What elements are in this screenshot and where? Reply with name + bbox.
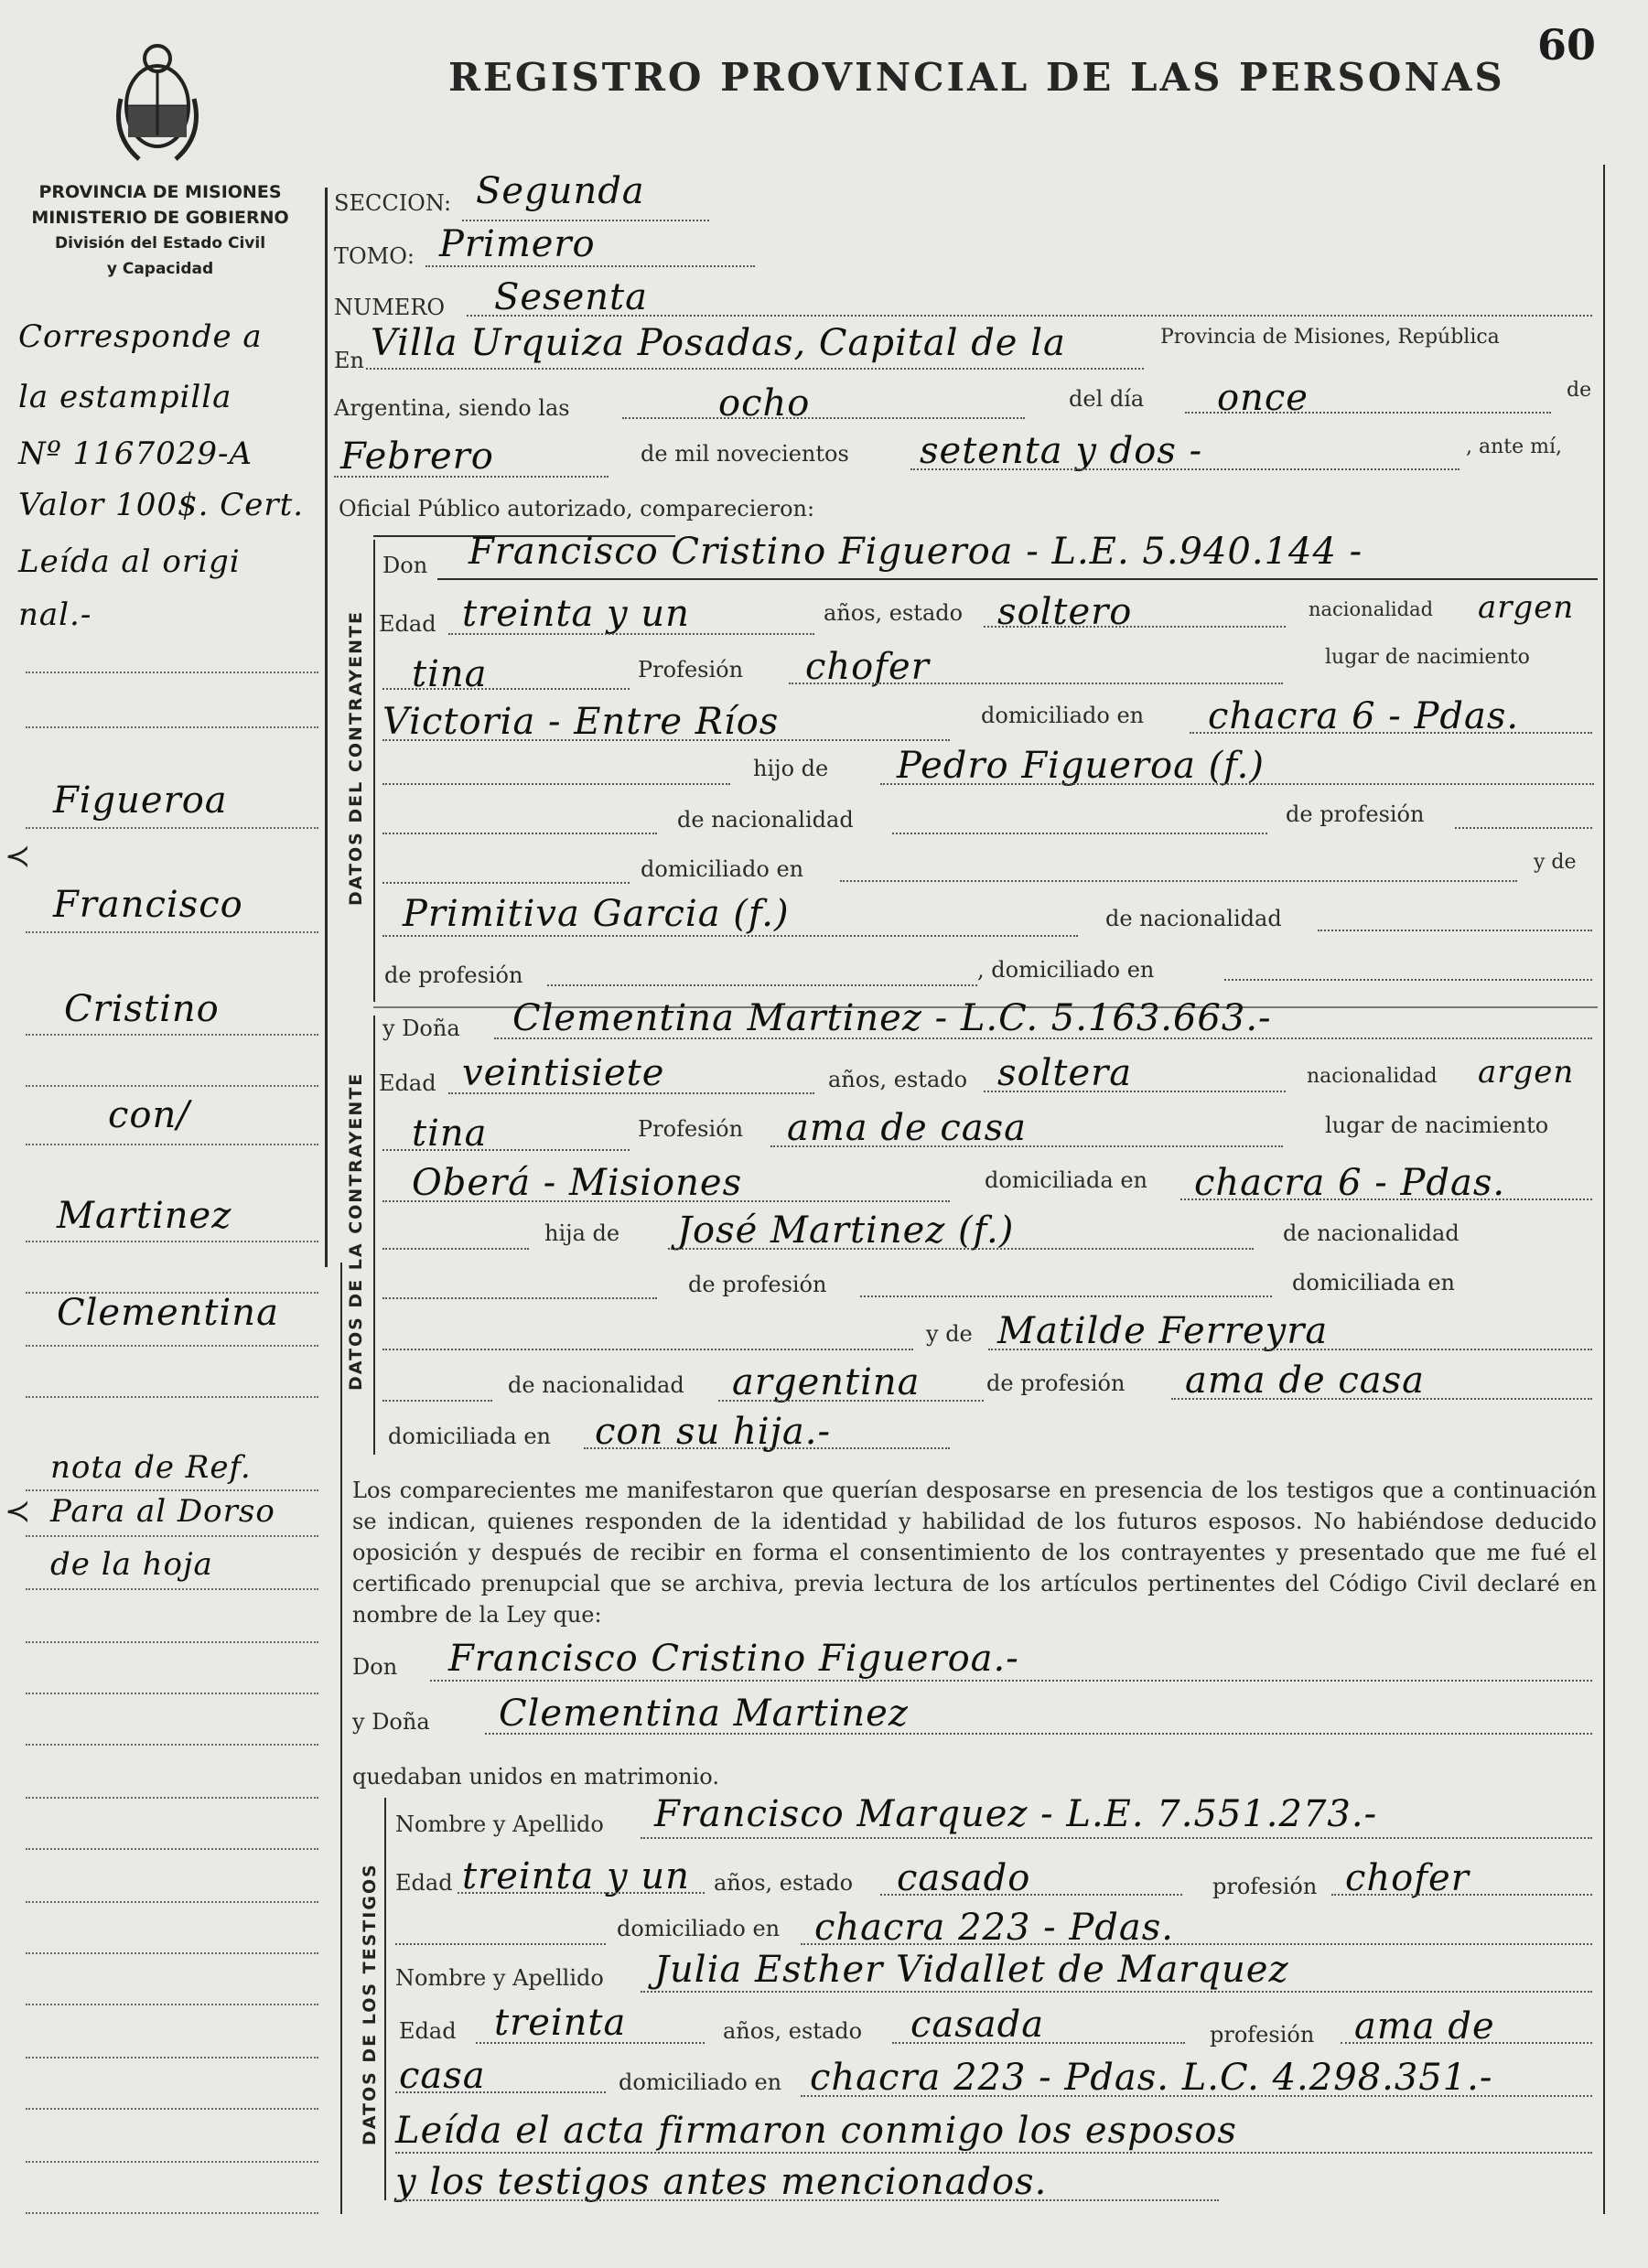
nac-cont-line [382, 688, 630, 690]
hijo-label: hijo de [753, 756, 829, 781]
t2-prof-value-cont: casa [399, 2055, 486, 2097]
domicilio-line [1190, 732, 1592, 734]
t1-estado-value: casado [897, 1857, 1031, 1899]
decl-don-value: Francisco Cristino Figueroa.- [448, 1638, 1019, 1680]
edad-label: Edad [379, 611, 436, 637]
margin-note1-line3: Nº 1167029-A [18, 435, 253, 472]
declaracion-text: Los comparecientes me manifestaron que querían desposarse en presencia de los testigos que a continuación se indican, quienes responden de la identidad y habilidad de los futuros esposos. No habiéndose deducido oposición y después de recibir en forma el consentimiento de los contrayentes y presentado que me fué el certificado prenupcial que se archiva, previa lectura de los artículos pertinentes del Código Civil declaré en nombre de la Ley que: [352, 1478, 1597, 1628]
margin-name-5: Martinez [57, 1195, 232, 1237]
tomo-label: TOMO: [334, 243, 415, 269]
f-madre-domic-label: domiciliada en [388, 1424, 551, 1449]
mil-label: de mil novecientos [641, 441, 849, 467]
t2-domic-value: chacra 223 - Pdas. L.C. 4.298.351.- [810, 2057, 1493, 2099]
de-prof-line [1455, 827, 1592, 829]
t1-prof-line [1331, 1894, 1592, 1896]
f-domic-en-label: domiciliada en [1292, 1270, 1455, 1295]
t2-domic-line [801, 2095, 1592, 2097]
padre-line [880, 783, 1594, 785]
margin-name-3: Cristino [64, 988, 220, 1030]
madre-nac-line [1318, 930, 1592, 931]
en-line [366, 368, 1144, 370]
margin-name-4: con/ [108, 1094, 190, 1136]
argentina-text: Argentina, siendo las [334, 395, 570, 421]
lugar-label: lugar de nacimiento [1325, 646, 1530, 669]
del-dia-label: del día [1069, 386, 1145, 412]
t1-edad-value: treinta y un [462, 1855, 690, 1897]
mes-value: Febrero [340, 435, 494, 478]
f-de-prof-label: de profesión [688, 1272, 827, 1297]
decl-dona-value: Clementina Martinez [499, 1693, 909, 1735]
f-de-prof-line [860, 1295, 1272, 1297]
decl-cierre: quedaban unidos en matrimonio. [352, 1764, 719, 1790]
t1-estado-line [880, 1894, 1182, 1896]
en-value: Villa Urquiza Posadas, Capital de la [371, 322, 1066, 364]
madre-line [382, 935, 1078, 937]
domicilio-value: chacra 6 - Pdas. [1208, 695, 1520, 737]
org-line2: MINISTERIO DE GOBIERNO [31, 208, 289, 228]
madre-prof-line [547, 984, 977, 986]
tomo-value: Primero [439, 223, 596, 265]
contrayente-f-divider [373, 1016, 375, 1455]
f-estado-value: soltera [997, 1052, 1133, 1094]
f-madre-nac-pre-line [382, 1400, 492, 1402]
form-right-border [1603, 165, 1605, 2214]
profesion-line [789, 683, 1283, 684]
testigos-section-label: DATOS DE LOS TESTIGOS [360, 1863, 380, 2145]
margin-rule-15 [26, 1641, 318, 1643]
seccion-line [462, 220, 709, 221]
dia-value: once [1217, 377, 1309, 419]
margin-rule-8 [26, 1241, 318, 1242]
estado-value: soltero [997, 591, 1133, 633]
dona-line [494, 1037, 1592, 1039]
seccion-label: SECCION: [334, 190, 452, 216]
madre-value: Primitiva Garcia (f.) [403, 893, 790, 935]
margin-name-1: Figueroa [53, 779, 228, 822]
testigos-divider [384, 1798, 386, 2200]
f-madre-domic-value: con su hija.- [595, 1411, 831, 1453]
f-nac-label: nacionalidad [1307, 1065, 1438, 1088]
contrayente-section-label: DATOS DEL CONTRAYENTE [346, 610, 366, 906]
org-line3: División del Estado Civil [54, 234, 266, 253]
f-domiciliada-label: domiciliada en [985, 1167, 1147, 1193]
f-lugar-label: lugar de nacimiento [1325, 1113, 1549, 1138]
margin-rule-5 [26, 1034, 318, 1036]
org-line1: PROVINCIA DE MISIONES [38, 182, 282, 202]
t1-edad-line [458, 1892, 705, 1894]
anio-line [910, 468, 1460, 470]
madre-nac-label: de nacionalidad [1105, 906, 1282, 931]
f-de-nac-label: de nacionalidad [1283, 1220, 1460, 1246]
decl-don-label: Don [352, 1654, 398, 1680]
cierre-line1: Leída el acta firmaron conmigo los esposos [395, 2110, 1237, 2152]
f-madre-nac-value: argentina [732, 1361, 921, 1403]
t2-nombre-label: Nombre y Apellido [395, 1965, 604, 1991]
cierre-line2: y los testigos antes mencionados. [395, 2161, 1048, 2203]
org-line4: y Capacidad [106, 260, 214, 278]
nac-value: argen [1478, 589, 1575, 626]
margin-rule-7 [26, 1144, 318, 1145]
oficial-text: Oficial Público autorizado, comparecieron: [339, 496, 815, 521]
t2-nombre-value: Julia Esther Vidallet de Marquez [654, 1949, 1289, 1991]
profesion-label: Profesión [638, 657, 744, 683]
f-madre-line [988, 1349, 1592, 1350]
margin-rule-17 [26, 1744, 318, 1746]
margin-rule-14 [26, 1588, 318, 1590]
f-hija-label: hija de [544, 1220, 620, 1246]
madre-prof-label: de profesión [384, 962, 523, 988]
don-value: Francisco Cristino Figueroa - L.E. 5.940.144 - [469, 531, 1363, 573]
t2-prof-value: ama de [1354, 2005, 1495, 2048]
lugar-line [382, 739, 950, 741]
margin-rule-3 [26, 827, 318, 829]
margin-rule-25 [26, 2161, 318, 2163]
t2-prof-cont-line [395, 2091, 606, 2093]
seccion-value: Segunda [476, 170, 645, 212]
anio-value: setenta y dos - [920, 430, 1203, 472]
t2-edad-value: treinta [494, 2002, 627, 2044]
de-nac-line [892, 833, 1267, 834]
decl-dona-label: y Doña [352, 1709, 430, 1735]
t1-nombre-line [641, 1837, 1592, 1839]
estado-line [984, 626, 1286, 628]
t1-domic-line [801, 1943, 1592, 1945]
t2-edad-line [476, 2042, 705, 2044]
f-prof-pre-line [382, 1297, 657, 1299]
f-madre-value: Matilde Ferreyra [997, 1310, 1329, 1352]
t1-edad-label: Edad [395, 1870, 453, 1896]
margin-rule-4 [26, 931, 318, 933]
form-left-border-lower [340, 1263, 342, 2214]
f-edad-value: veintisiete [462, 1052, 665, 1094]
f-madre-prof-value: ama de casa [1185, 1360, 1425, 1402]
f-lugar-line [382, 1200, 950, 1202]
coat-of-arms-icon [102, 35, 212, 172]
de-nac-label: de nacionalidad [677, 807, 854, 833]
f-madre-prof-label: de profesión [986, 1370, 1126, 1396]
padre-value: Pedro Figueroa (f.) [897, 745, 1265, 787]
margin-note1-line6: nal.- [18, 597, 92, 633]
f-profesion-value: ama de casa [787, 1107, 1027, 1149]
nac-value-cont: tina [412, 653, 488, 695]
f-domicilio-line [1180, 1198, 1592, 1200]
domic-en-line [840, 880, 1517, 882]
margin-rule-21 [26, 1952, 318, 1954]
page-title: REGISTRO PROVINCIAL DE LAS PERSONAS [448, 55, 1505, 100]
madre-domic-line [1224, 979, 1592, 981]
provincia-text: Provincia de Misiones, República [1160, 326, 1500, 349]
margin-rule-24 [26, 2108, 318, 2110]
f-anios-label: años, estado [828, 1067, 968, 1092]
don-line [437, 578, 1598, 580]
f-padre-line [668, 1248, 1254, 1250]
margin-name-2: Francisco [53, 884, 243, 926]
numero-value: Sesenta [494, 276, 648, 318]
margin-note2-line3: de la hoja [50, 1546, 213, 1583]
margin-rule-26 [26, 2212, 318, 2214]
ante-mi: , ante mí, [1466, 435, 1563, 458]
margin-rule-16 [26, 1693, 318, 1694]
margin-note1-line5: Leída al origi [18, 543, 241, 580]
t1-prof-value: chofer [1345, 1857, 1470, 1899]
tomo-line [425, 265, 755, 267]
f-y-de-pre-line [382, 1349, 913, 1350]
cierre-line1-rule [395, 2152, 1592, 2154]
nac-label: nacionalidad [1309, 598, 1434, 620]
margin-rule-20 [26, 1901, 318, 1903]
margin-rule-12 [26, 1489, 318, 1491]
cierre-line2-rule [395, 2199, 1219, 2201]
margin-note2-line2: Para al Dorso [50, 1493, 275, 1530]
domiciliado-label: domiciliado en [981, 703, 1145, 728]
dona-label: y Doña [382, 1016, 460, 1041]
hijo-pre-line [382, 783, 730, 785]
numero-line [467, 315, 1592, 317]
margin-note1-line1: Corresponde a [18, 318, 263, 355]
f-nac-value: argen [1478, 1054, 1575, 1091]
arrow-mark-2: ≺ [5, 1493, 31, 1530]
decl-dona-line [485, 1733, 1592, 1735]
f-madre-nac-label: de nacionalidad [508, 1372, 684, 1398]
f-y-de-label: y de [926, 1321, 973, 1347]
t2-anios-label: años, estado [723, 2018, 863, 2044]
f-nac-value-cont: tina [412, 1113, 488, 1155]
margin-note1-line2: la estampilla [18, 379, 232, 415]
form-left-border [325, 188, 328, 1267]
y-de-label: y de [1534, 851, 1577, 874]
margin-rule-1 [26, 672, 318, 673]
dia-line [1185, 412, 1551, 414]
margin-rule-22 [26, 2004, 318, 2005]
edad-value: treinta y un [462, 593, 690, 635]
don-label: Don [382, 553, 428, 578]
profesion-value: chofer [805, 646, 930, 688]
f-madre-nac-line [718, 1400, 984, 1402]
hora-line [622, 417, 1025, 419]
anios-label: años, estado [824, 600, 964, 626]
f-domicilio-value: chacra 6 - Pdas. [1194, 1162, 1506, 1204]
t1-nombre-value: Francisco Marquez - L.E. 7.551.273.- [654, 1793, 1378, 1835]
domic-en-label: domiciliado en [641, 856, 804, 882]
edad-line [448, 633, 814, 635]
f-profesion-label: Profesión [638, 1116, 744, 1142]
numero-label: NUMERO [334, 295, 446, 320]
margin-rule-13 [26, 1535, 318, 1537]
margin-note2-line1: nota de Ref. [50, 1449, 252, 1486]
margin-note1-line4: Valor 100$. Cert. [18, 487, 305, 523]
org-header [9, 179, 311, 282]
margin-rule-11 [26, 1396, 318, 1398]
t1-domic-label: domiciliado en [617, 1916, 781, 1941]
decl-don-line [430, 1680, 1592, 1682]
t1-prof-label: profesión [1212, 1874, 1318, 1899]
hora-value: ocho [718, 382, 811, 425]
margin-rule-18 [26, 1797, 318, 1799]
margin-rule-19 [26, 1848, 318, 1850]
lugar-value: Victoria - Entre Ríos [382, 701, 780, 743]
f-nac-cont-line [382, 1149, 630, 1151]
f-hija-pre-line [382, 1248, 529, 1250]
margin-rule-23 [26, 2057, 318, 2058]
t1-domic-pre-line [395, 1943, 606, 1945]
mes-line [334, 476, 609, 478]
t2-prof-label: profesión [1210, 2022, 1315, 2048]
t1-nombre-label: Nombre y Apellido [395, 1811, 604, 1837]
margin-rule-10 [26, 1345, 318, 1347]
contrayente-f-section-label: DATOS DE LA CONTRAYENTE [346, 1071, 366, 1391]
f-padre-value: José Martinez (f.) [677, 1209, 1015, 1252]
margin-rule-6 [26, 1085, 318, 1087]
t2-estado-line [892, 2042, 1185, 2044]
dona-value: Clementina Martinez - L.C. 5.163.663.- [512, 997, 1272, 1039]
f-lugar-value: Oberá - Misiones [412, 1162, 743, 1204]
t2-estado-value: casada [910, 2004, 1045, 2046]
nac-pre-line [382, 833, 657, 834]
margin-rule-2 [26, 726, 318, 728]
en-label: En [334, 348, 364, 373]
arrow-mark-1: ≺ [5, 838, 31, 875]
f-profesion-line [770, 1145, 1283, 1147]
madre-domic-label: , domiciliado en [977, 957, 1155, 983]
de-prof-label: de profesión [1286, 801, 1425, 827]
margin-name-6: Clementina [57, 1292, 279, 1334]
page-number: 60 [1537, 20, 1597, 70]
t1-anios-label: años, estado [714, 1870, 854, 1896]
domic-pre-line [382, 882, 630, 884]
f-edad-label: Edad [379, 1070, 436, 1096]
t1-domic-value: chacra 223 - Pdas. [814, 1907, 1174, 1949]
f-edad-line [448, 1092, 814, 1094]
t2-domic-label: domiciliado en [619, 2069, 782, 2095]
contrayente-divider [373, 540, 375, 1002]
t2-prof-line [1341, 2042, 1592, 2044]
t2-edad-label: Edad [399, 2018, 457, 2044]
f-madre-prof-line [1171, 1398, 1592, 1400]
f-estado-line [984, 1091, 1286, 1092]
t2-nombre-line [641, 1991, 1592, 1993]
de-label: de [1567, 379, 1592, 402]
f-madre-domic-line [584, 1447, 950, 1449]
